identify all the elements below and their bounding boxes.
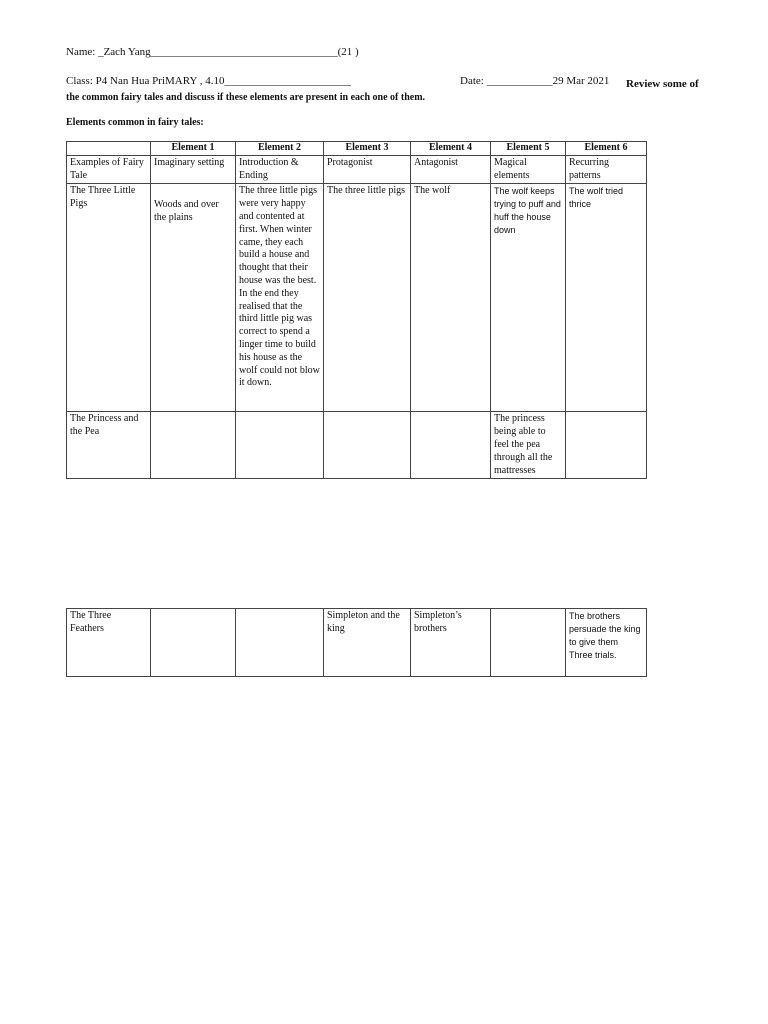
table-cell <box>151 609 236 677</box>
subheader-cell: Imaginary setting <box>151 155 236 184</box>
table-cell: Simpleton and the king <box>324 609 411 677</box>
table-cell: The wolf <box>411 184 491 412</box>
class-line: Class: P4 Nan Hua PriMARY , 4.10_______________________ <box>66 75 351 87</box>
table-cell: The brothers persuade the king to give them Three trials. <box>566 609 647 677</box>
table-cell <box>491 609 566 677</box>
date-line: Date: ____________29 Mar 2021 <box>460 75 610 87</box>
table-row <box>67 412 647 479</box>
table-cell: The three little pigs <box>324 184 411 412</box>
table-cell: The wolf keeps trying to puff and huff the house down <box>491 184 566 412</box>
table-cell: Simpleton’s brothers <box>411 609 491 677</box>
subheader-cell: Antagonist <box>411 155 491 184</box>
table-cell: The princess being able to feel the pea through all the mattresses <box>491 412 566 479</box>
subheader-cell: Protagonist <box>324 155 411 184</box>
table-cell <box>324 412 411 479</box>
header-element-1: Element 1 <box>151 142 236 156</box>
header-element-6: Element 6 <box>566 142 647 156</box>
subheader-cell: Magical elements <box>491 155 566 184</box>
table-row <box>67 184 647 412</box>
table-cell: The Three Little Pigs <box>67 184 151 412</box>
table-cell <box>151 412 236 479</box>
instruction-text: the common fairy tales and discuss if these elements are present in each one of them. <box>66 92 426 103</box>
subheader-cell: Introduction & Ending <box>236 155 324 184</box>
table-subheader-row <box>67 155 647 184</box>
subheader-cell: Examples of Fairy Tale <box>67 155 151 184</box>
header-element-5: Element 5 <box>491 142 566 156</box>
table-cell: The three little pigs were very happy and contented at first. When winter came, they each build a house and thought that their house was the best. In the end they realised that the third little pig was correct to spend a linger time to build his house as the wolf could not blow it down. <box>236 184 324 412</box>
table-cell: Woods and over the plains <box>151 184 236 412</box>
table-cell <box>566 412 647 479</box>
table-row <box>67 609 647 677</box>
table-cell <box>411 412 491 479</box>
fairy-tale-elements-table-continued <box>66 608 647 677</box>
instruction-start: Review some of <box>626 78 699 90</box>
fairy-tale-elements-table <box>66 141 647 479</box>
name-line: Name: _Zach Yang__________________________________(21 ) <box>66 46 359 58</box>
subheader-cell: Recurring patterns <box>566 155 647 184</box>
table-cell <box>236 609 324 677</box>
table-cell: The Princess and the Pea <box>67 412 151 479</box>
table-cell: The wolf tried thrice <box>566 184 647 412</box>
section-subtitle: Elements common in fairy tales: <box>66 117 204 128</box>
header-element-4: Element 4 <box>411 142 491 156</box>
table-cell <box>236 412 324 479</box>
table-header-row <box>67 142 647 156</box>
table-cell: The Three Feathers <box>67 609 151 677</box>
header-cell-blank <box>67 142 151 156</box>
header-element-3: Element 3 <box>324 142 411 156</box>
header-element-2: Element 2 <box>236 142 324 156</box>
